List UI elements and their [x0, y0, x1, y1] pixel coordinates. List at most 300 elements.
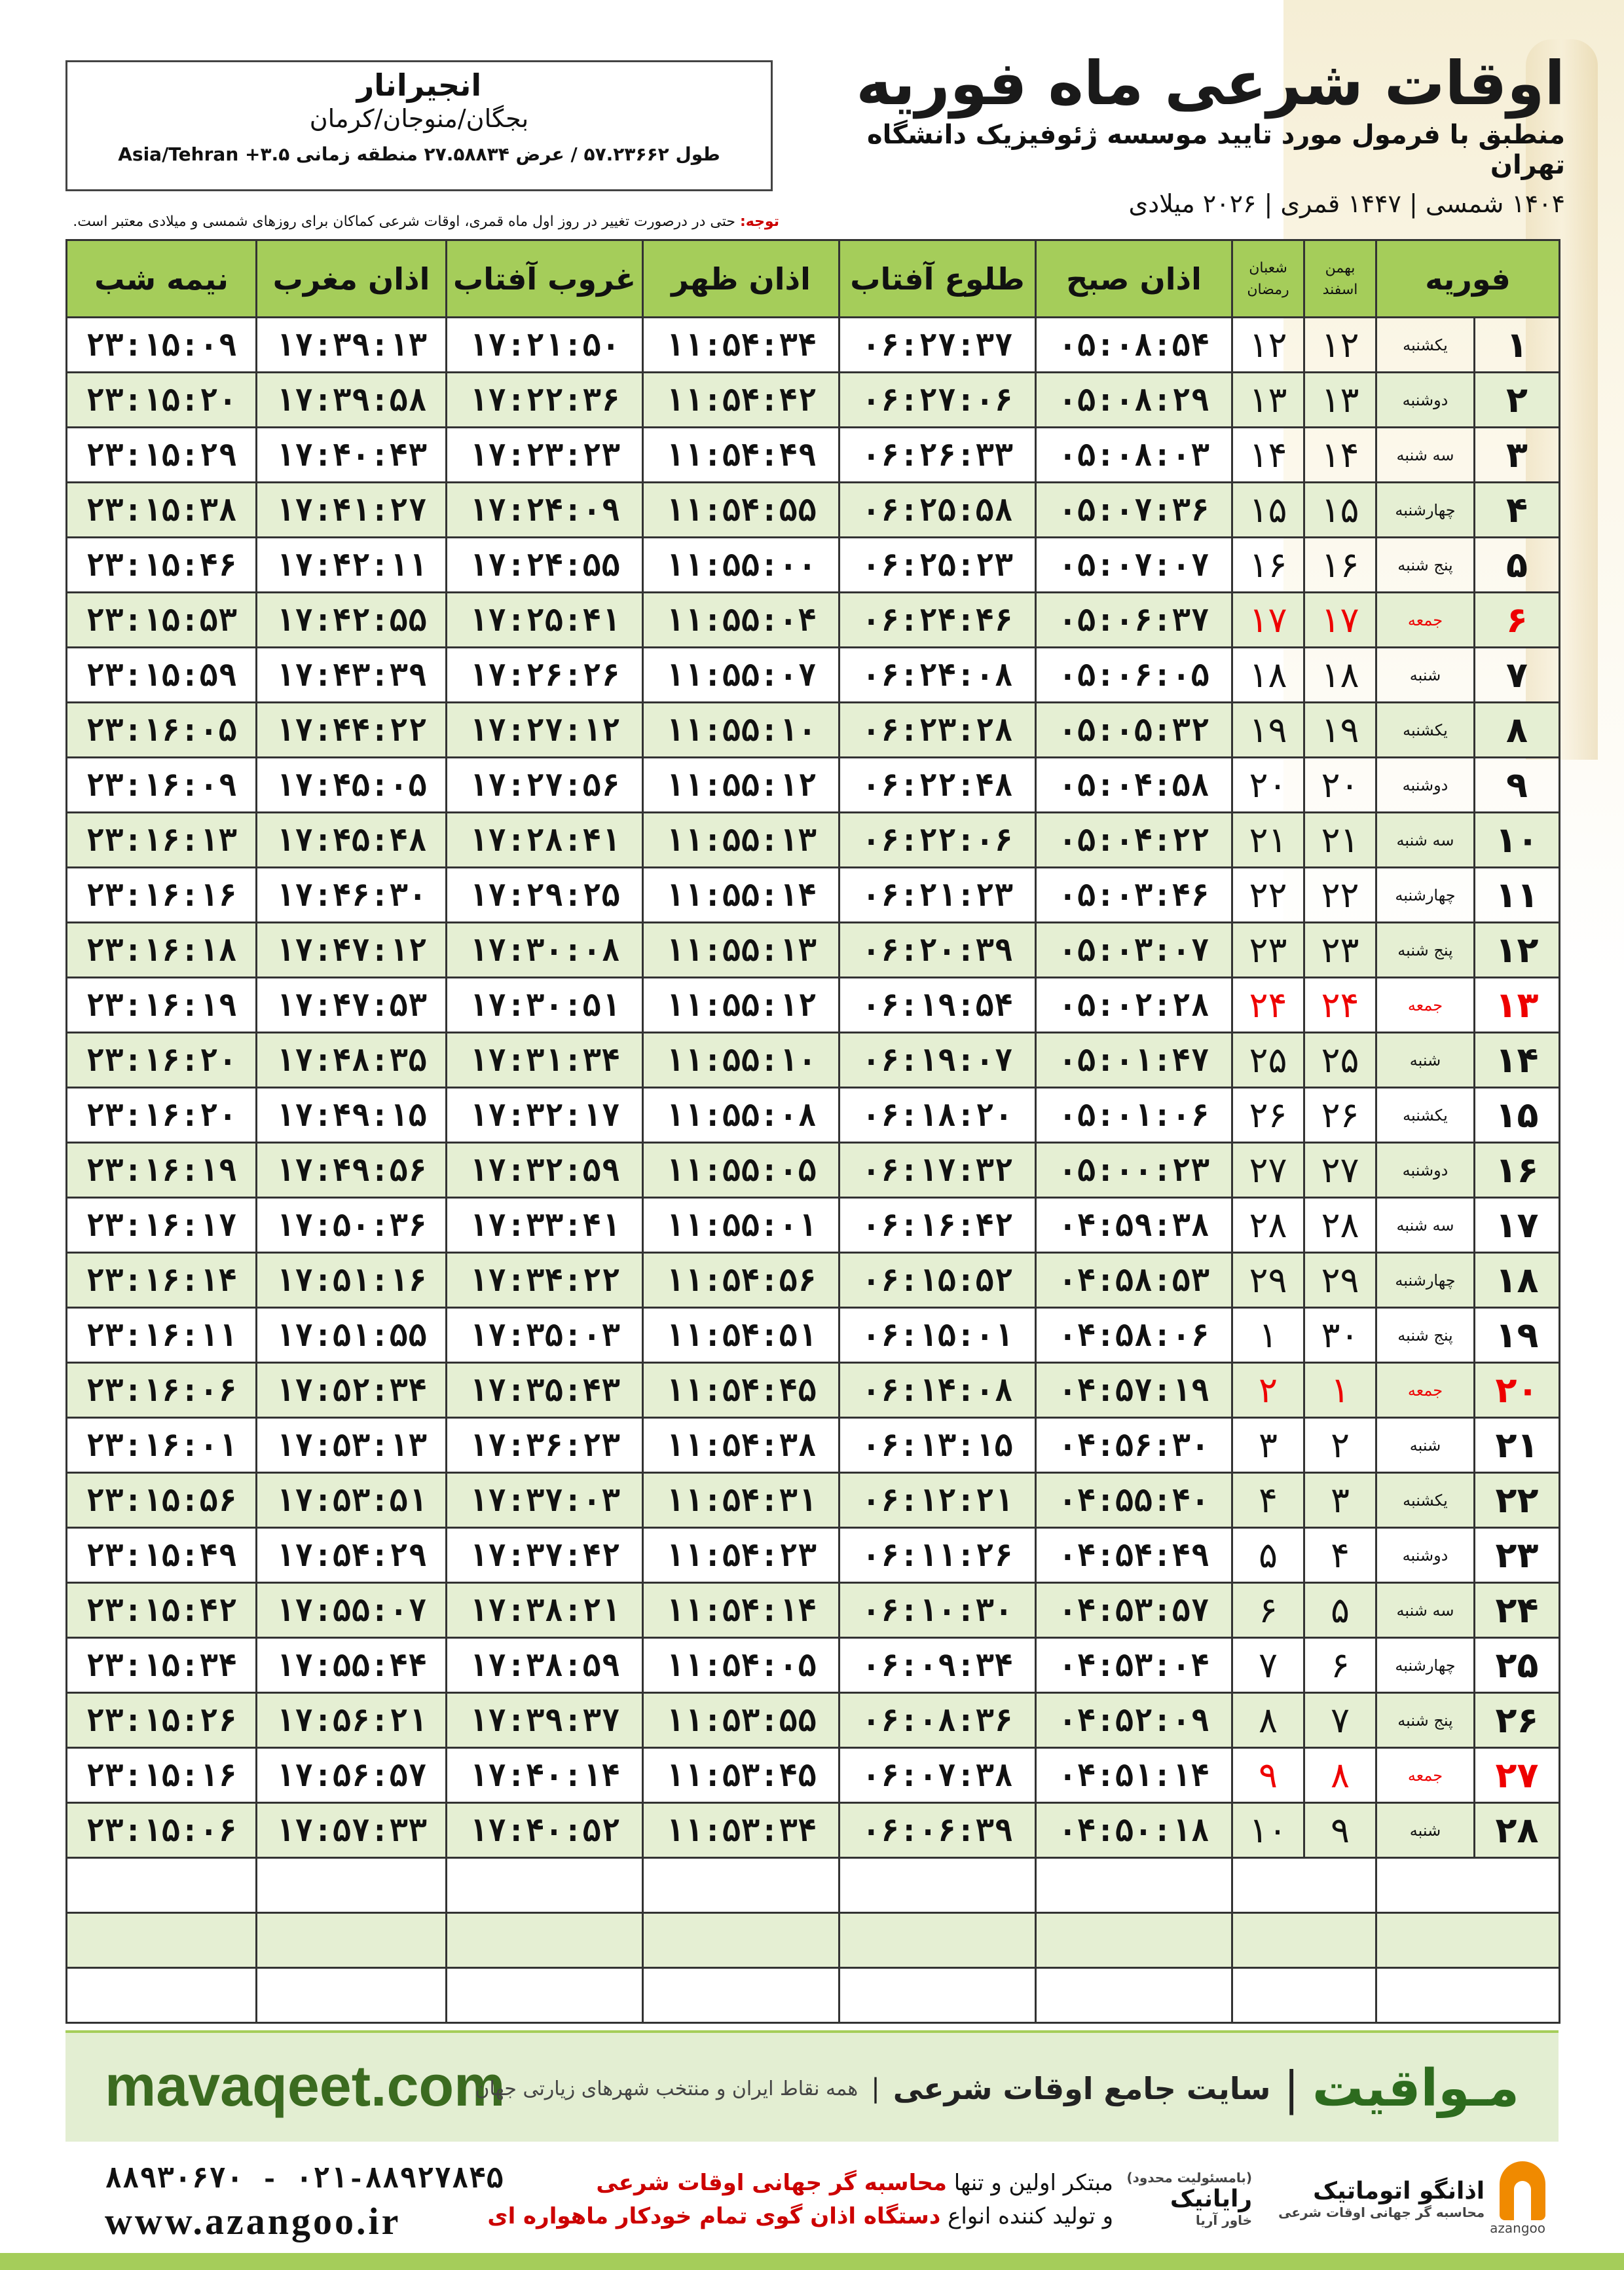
midnight-time: ۲۳:۱۶:۱۱ — [67, 1308, 257, 1363]
midnight-time: ۲۳:۱۶:۱۹ — [67, 978, 257, 1033]
dhuhr-time: ۱۱:۵۳:۵۵ — [643, 1693, 840, 1748]
lunar-day: ۱۷ — [1232, 593, 1304, 648]
dhuhr-time: ۱۱:۵۵:۱۳ — [643, 923, 840, 978]
sunrise-time: ۰۶:۲۲:۰۶ — [840, 813, 1036, 868]
day-number: ۹ — [1475, 758, 1560, 813]
table-row — [67, 1693, 1560, 1748]
rayanik-text — [1126, 2170, 1252, 2228]
header-sunset: غروب آفتاب — [447, 240, 643, 318]
fajr-time: ۰۴:۵۹:۳۸ — [1036, 1198, 1232, 1253]
fajr-time: ۰۴:۵۱:۱۴ — [1036, 1748, 1232, 1803]
table-row — [67, 1033, 1560, 1088]
table-row — [67, 428, 1560, 483]
rayanik-small: (بامسئولیت محدود) — [1126, 2169, 1253, 2186]
empty-cell — [1036, 1968, 1232, 2023]
empty-cell — [1232, 1913, 1376, 1968]
day-number: ۸ — [1475, 703, 1560, 758]
day-number: ۱۰ — [1475, 813, 1560, 868]
sunrise-time: ۰۶:۱۱:۲۶ — [840, 1528, 1036, 1583]
sunset-time: ۱۷:۲۴:۰۹ — [447, 483, 643, 538]
sunrise-time: ۰۶:۱۹:۵۴ — [840, 978, 1036, 1033]
persian-day: ۲۸ — [1304, 1198, 1376, 1253]
sunset-time: ۱۷:۲۴:۵۵ — [447, 538, 643, 593]
empty-cell — [1036, 1858, 1232, 1913]
persian-day: ۱۹ — [1304, 703, 1376, 758]
brand-tagline-2: همه نقاط ایران و منتخب شهرهای زیارتی جهان — [475, 2077, 858, 2100]
day-number: ۱۴ — [1475, 1033, 1560, 1088]
fajr-time: ۰۵:۰۳:۴۶ — [1036, 868, 1232, 923]
azangoo-logo — [1278, 2161, 1545, 2236]
maghrib-time: ۱۷:۵۱:۵۵ — [257, 1308, 447, 1363]
persian-day: ۶ — [1304, 1638, 1376, 1693]
maghrib-time: ۱۷:۵۳:۱۳ — [257, 1418, 447, 1473]
rayanik-sub: خاور آریا — [1195, 2212, 1253, 2228]
midnight-time: ۲۳:۱۶:۱۴ — [67, 1253, 257, 1308]
promo-line-2-highlight: دستگاه اذان گوی تمام خودکار ماهواره ای — [487, 2203, 941, 2229]
weekday: جمعه — [1376, 1363, 1475, 1418]
day-number: ۱ — [1475, 318, 1560, 373]
sunrise-time: ۰۶:۰۷:۳۸ — [840, 1748, 1036, 1803]
brand-block — [475, 2059, 1519, 2118]
azangoo-brand: azangoo — [1490, 2220, 1545, 2236]
day-number: ۲۲ — [1475, 1473, 1560, 1528]
dhuhr-time: ۱۱:۵۴:۰۵ — [643, 1638, 840, 1693]
fajr-time: ۰۵:۰۶:۰۵ — [1036, 648, 1232, 703]
weekday: یکشنبه — [1376, 1473, 1475, 1528]
maghrib-time: ۱۷:۵۵:۴۴ — [257, 1638, 447, 1693]
midnight-time: ۲۳:۱۶:۰۶ — [67, 1363, 257, 1418]
prayer-times-table — [65, 239, 1559, 2024]
persian-day: ۲۶ — [1304, 1088, 1376, 1143]
maghrib-time: ۱۷:۵۷:۳۳ — [257, 1803, 447, 1858]
note-label: توجه: — [739, 214, 779, 230]
weekday: چهارشنبه — [1376, 1253, 1475, 1308]
header-dhuhr: اذان ظهر — [643, 240, 840, 318]
azangoo-sub: محاسبه گر جهانی اوقات شرعی — [1278, 2204, 1485, 2220]
day-number: ۴ — [1475, 483, 1560, 538]
midnight-time: ۲۳:۱۵:۵۹ — [67, 648, 257, 703]
weekday: جمعه — [1376, 978, 1475, 1033]
persian-day: ۲۷ — [1304, 1143, 1376, 1198]
midnight-time: ۲۳:۱۶:۲۰ — [67, 1088, 257, 1143]
dhuhr-time: ۱۱:۵۵:۰۰ — [643, 538, 840, 593]
persian-day: ۲۹ — [1304, 1253, 1376, 1308]
dhuhr-time: ۱۱:۵۵:۰۸ — [643, 1088, 840, 1143]
azangoo-logo-icon — [1490, 2161, 1545, 2236]
sunset-time: ۱۷:۳۰:۵۱ — [447, 978, 643, 1033]
dhuhr-time: ۱۱:۵۴:۴۹ — [643, 428, 840, 483]
maghrib-time: ۱۷:۴۵:۰۵ — [257, 758, 447, 813]
weekday: شنبه — [1376, 648, 1475, 703]
persian-day: ۱۵ — [1304, 483, 1376, 538]
location-box — [65, 60, 773, 191]
weekday: چهارشنبه — [1376, 868, 1475, 923]
promo-text — [471, 2167, 1113, 2233]
sunset-time: ۱۷:۳۹:۳۷ — [447, 1693, 643, 1748]
table-row — [67, 1418, 1560, 1473]
sunrise-time: ۰۶:۱۸:۲۰ — [840, 1088, 1036, 1143]
site-url[interactable]: mavaqeet.com — [105, 2053, 506, 2118]
weekday: دوشنبه — [1376, 1143, 1475, 1198]
promo-line-1 — [471, 2167, 1113, 2200]
header-persian-top: بهمن — [1325, 259, 1356, 276]
fajr-time: ۰۴:۵۸:۰۶ — [1036, 1308, 1232, 1363]
table-row — [67, 1803, 1560, 1858]
midnight-time: ۲۳:۱۵:۰۹ — [67, 318, 257, 373]
day-number: ۱۹ — [1475, 1308, 1560, 1363]
weekday: چهارشنبه — [1376, 1638, 1475, 1693]
sunrise-time: ۰۶:۱۹:۰۷ — [840, 1033, 1036, 1088]
sunrise-time: ۰۶:۲۰:۳۹ — [840, 923, 1036, 978]
weekday: پنج شنبه — [1376, 538, 1475, 593]
maghrib-time: ۱۷:۴۰:۴۳ — [257, 428, 447, 483]
table-row — [67, 593, 1560, 648]
persian-day: ۲۰ — [1304, 758, 1376, 813]
empty-cell — [643, 1858, 840, 1913]
sunset-time: ۱۷:۲۹:۲۵ — [447, 868, 643, 923]
sunset-time: ۱۷:۴۰:۵۲ — [447, 1803, 643, 1858]
brand-tagline: سایت جامع اوقات شرعی — [893, 2071, 1271, 2106]
table-row — [67, 373, 1560, 428]
maghrib-time: ۱۷:۴۳:۳۹ — [257, 648, 447, 703]
brand-separator: | — [1283, 2062, 1299, 2115]
day-number: ۲ — [1475, 373, 1560, 428]
day-number: ۵ — [1475, 538, 1560, 593]
lunar-day: ۷ — [1232, 1638, 1304, 1693]
maghrib-time: ۱۷:۴۴:۲۲ — [257, 703, 447, 758]
midnight-time: ۲۳:۱۶:۰۹ — [67, 758, 257, 813]
lunar-day: ۵ — [1232, 1528, 1304, 1583]
weekday: جمعه — [1376, 593, 1475, 648]
day-number: ۳ — [1475, 428, 1560, 483]
maghrib-time: ۱۷:۴۱:۲۷ — [257, 483, 447, 538]
header-lunar-top: شعبان — [1249, 259, 1287, 276]
dhuhr-time: ۱۱:۵۵:۱۰ — [643, 703, 840, 758]
table-row — [67, 978, 1560, 1033]
sunrise-time: ۰۶:۱۰:۳۰ — [840, 1583, 1036, 1638]
persian-day: ۳ — [1304, 1473, 1376, 1528]
date-line: ۱۴۰۴ شمسی | ۱۴۴۷ قمری | ۲۰۲۶ میلادی — [1128, 189, 1565, 218]
lunar-day: ۶ — [1232, 1583, 1304, 1638]
weekday: پنج شنبه — [1376, 1693, 1475, 1748]
dhuhr-time: ۱۱:۵۵:۱۰ — [643, 1033, 840, 1088]
sunrise-time: ۰۶:۰۶:۳۹ — [840, 1803, 1036, 1858]
sunset-time: ۱۷:۳۷:۴۲ — [447, 1528, 643, 1583]
empty-row — [67, 1968, 1560, 2023]
table-row — [67, 703, 1560, 758]
sunset-time: ۱۷:۳۵:۰۳ — [447, 1308, 643, 1363]
midnight-time: ۲۳:۱۵:۲۶ — [67, 1693, 257, 1748]
empty-cell — [643, 1968, 840, 2023]
weekday: یکشنبه — [1376, 318, 1475, 373]
fajr-time: ۰۵:۰۷:۳۶ — [1036, 483, 1232, 538]
lunar-day: ۲۵ — [1232, 1033, 1304, 1088]
empty-cell — [257, 1858, 447, 1913]
lunar-day: ۲۶ — [1232, 1088, 1304, 1143]
midnight-time: ۲۳:۱۶:۱۷ — [67, 1198, 257, 1253]
fajr-time: ۰۵:۰۸:۵۴ — [1036, 318, 1232, 373]
persian-day: ۲۲ — [1304, 868, 1376, 923]
fajr-time: ۰۴:۵۳:۵۷ — [1036, 1583, 1232, 1638]
header-midnight: نیمه شب — [67, 240, 257, 318]
table-header-row — [67, 240, 1560, 318]
header-month: فوریه — [1376, 240, 1560, 318]
table-row — [67, 1198, 1560, 1253]
maghrib-time: ۱۷:۵۱:۱۶ — [257, 1253, 447, 1308]
bottom-bar — [0, 2253, 1624, 2270]
lunar-day: ۱۰ — [1232, 1803, 1304, 1858]
lunar-day: ۱۲ — [1232, 318, 1304, 373]
fajr-time: ۰۴:۵۳:۰۴ — [1036, 1638, 1232, 1693]
maghrib-time: ۱۷:۵۰:۳۶ — [257, 1198, 447, 1253]
table-row — [67, 1638, 1560, 1693]
lunar-day: ۲۹ — [1232, 1253, 1304, 1308]
empty-cell — [1232, 1858, 1376, 1913]
dhuhr-time: ۱۱:۵۵:۰۴ — [643, 593, 840, 648]
dhuhr-time: ۱۱:۵۵:۰۵ — [643, 1143, 840, 1198]
sunrise-time: ۰۶:۱۲:۲۱ — [840, 1473, 1036, 1528]
persian-day: ۲۵ — [1304, 1033, 1376, 1088]
table-row — [67, 1143, 1560, 1198]
fajr-time: ۰۵:۰۱:۴۷ — [1036, 1033, 1232, 1088]
sunrise-time: ۰۶:۲۶:۳۳ — [840, 428, 1036, 483]
fajr-time: ۰۴:۵۸:۵۳ — [1036, 1253, 1232, 1308]
sunset-time: ۱۷:۳۱:۳۴ — [447, 1033, 643, 1088]
table-row — [67, 318, 1560, 373]
sunrise-time: ۰۶:۱۵:۵۲ — [840, 1253, 1036, 1308]
dhuhr-time: ۱۱:۵۳:۳۴ — [643, 1803, 840, 1858]
maghrib-time: ۱۷:۴۲:۱۱ — [257, 538, 447, 593]
fajr-time: ۰۵:۰۴:۵۸ — [1036, 758, 1232, 813]
lunar-day: ۲۱ — [1232, 813, 1304, 868]
sunset-time: ۱۷:۳۲:۱۷ — [447, 1088, 643, 1143]
promo-line-1-highlight: محاسبه گر جهانی اوقات شرعی — [596, 2170, 947, 2196]
city-name: انجیرانار — [356, 67, 482, 103]
empty-row — [67, 1858, 1560, 1913]
lunar-day: ۱۵ — [1232, 483, 1304, 538]
header-lunar — [1232, 240, 1304, 318]
weekday: شنبه — [1376, 1803, 1475, 1858]
maghrib-time: ۱۷:۴۵:۴۸ — [257, 813, 447, 868]
day-number: ۱۳ — [1475, 978, 1560, 1033]
table-body — [67, 318, 1560, 2023]
dhuhr-time: ۱۱:۵۴:۳۱ — [643, 1473, 840, 1528]
header-maghrib: اذان مغرب — [257, 240, 447, 318]
lunar-day: ۲۰ — [1232, 758, 1304, 813]
sunset-time: ۱۷:۳۰:۰۸ — [447, 923, 643, 978]
day-number: ۲۳ — [1475, 1528, 1560, 1583]
fajr-time: ۰۵:۰۶:۳۷ — [1036, 593, 1232, 648]
sunset-time: ۱۷:۲۷:۱۲ — [447, 703, 643, 758]
sunset-time: ۱۷:۳۵:۴۳ — [447, 1363, 643, 1418]
sunrise-time: ۰۶:۲۴:۴۶ — [840, 593, 1036, 648]
dhuhr-time: ۱۱:۵۴:۳۴ — [643, 318, 840, 373]
lunar-day: ۹ — [1232, 1748, 1304, 1803]
fajr-time: ۰۵:۰۰:۲۳ — [1036, 1143, 1232, 1198]
fajr-time: ۰۴:۵۷:۱۹ — [1036, 1363, 1232, 1418]
table-row — [67, 648, 1560, 703]
minaret-icon — [1500, 2161, 1545, 2220]
midnight-time: ۲۳:۱۵:۴۹ — [67, 1528, 257, 1583]
rayanik-logo — [1126, 2170, 1252, 2228]
footer-banner — [65, 2030, 1559, 2142]
lunar-day: ۲ — [1232, 1363, 1304, 1418]
lunar-day: ۱۳ — [1232, 373, 1304, 428]
table-row — [67, 483, 1560, 538]
maghrib-time: ۱۷:۴۶:۳۰ — [257, 868, 447, 923]
table-row — [67, 1583, 1560, 1638]
day-number: ۱۸ — [1475, 1253, 1560, 1308]
rayanik-name: رایانیک — [1170, 2185, 1253, 2212]
sunset-time: ۱۷:۳۸:۵۹ — [447, 1638, 643, 1693]
fajr-time: ۰۵:۰۴:۲۲ — [1036, 813, 1232, 868]
midnight-time: ۲۳:۱۵:۵۳ — [67, 593, 257, 648]
lunar-day: ۱۶ — [1232, 538, 1304, 593]
lunar-day: ۱ — [1232, 1308, 1304, 1363]
table-row — [67, 1253, 1560, 1308]
page-title: اوقات شرعی ماه فوریه — [856, 48, 1565, 119]
table-row — [67, 758, 1560, 813]
midnight-time: ۲۳:۱۵:۳۴ — [67, 1638, 257, 1693]
dhuhr-time: ۱۱:۵۴:۲۳ — [643, 1528, 840, 1583]
weekday: دوشنبه — [1376, 758, 1475, 813]
header-fajr: اذان صبح — [1036, 240, 1232, 318]
sunset-time: ۱۷:۳۴:۲۲ — [447, 1253, 643, 1308]
sunset-time: ۱۷:۳۸:۲۱ — [447, 1583, 643, 1638]
midnight-time: ۲۳:۱۶:۰۱ — [67, 1418, 257, 1473]
weekday: دوشنبه — [1376, 373, 1475, 428]
maghrib-time: ۱۷:۳۹:۱۳ — [257, 318, 447, 373]
empty-cell — [840, 1858, 1036, 1913]
empty-cell — [1036, 1913, 1232, 1968]
sunset-time: ۱۷:۳۲:۵۹ — [447, 1143, 643, 1198]
persian-day: ۲۳ — [1304, 923, 1376, 978]
empty-cell — [67, 1858, 257, 1913]
sunrise-time: ۰۶:۲۱:۲۳ — [840, 868, 1036, 923]
table-row — [67, 1748, 1560, 1803]
table-row — [67, 923, 1560, 978]
fajr-time: ۰۵:۰۸:۰۳ — [1036, 428, 1232, 483]
table-row — [67, 538, 1560, 593]
maghrib-time: ۱۷:۵۳:۵۱ — [257, 1473, 447, 1528]
lunar-day: ۲۲ — [1232, 868, 1304, 923]
dhuhr-time: ۱۱:۵۴:۵۶ — [643, 1253, 840, 1308]
sunrise-time: ۰۶:۲۵:۲۳ — [840, 538, 1036, 593]
midnight-time: ۲۳:۱۵:۴۶ — [67, 538, 257, 593]
sunset-time: ۱۷:۳۳:۴۱ — [447, 1198, 643, 1253]
day-number: ۲۵ — [1475, 1638, 1560, 1693]
sunrise-time: ۰۶:۱۵:۰۱ — [840, 1308, 1036, 1363]
sunset-time: ۱۷:۲۵:۴۱ — [447, 593, 643, 648]
persian-day: ۱۲ — [1304, 318, 1376, 373]
persian-day: ۴ — [1304, 1528, 1376, 1583]
midnight-time: ۲۳:۱۶:۱۹ — [67, 1143, 257, 1198]
day-number: ۱۷ — [1475, 1198, 1560, 1253]
day-number: ۱۱ — [1475, 868, 1560, 923]
lunar-day: ۴ — [1232, 1473, 1304, 1528]
fajr-time: ۰۵:۰۲:۲۸ — [1036, 978, 1232, 1033]
empty-cell — [447, 1858, 643, 1913]
maghrib-time: ۱۷:۵۲:۳۴ — [257, 1363, 447, 1418]
sunrise-time: ۰۶:۱۶:۴۲ — [840, 1198, 1036, 1253]
persian-day: ۲۱ — [1304, 813, 1376, 868]
weekday: شنبه — [1376, 1033, 1475, 1088]
sunrise-time: ۰۶:۱۷:۳۲ — [840, 1143, 1036, 1198]
sunset-time: ۱۷:۲۸:۴۱ — [447, 813, 643, 868]
sunset-time: ۱۷:۲۷:۵۶ — [447, 758, 643, 813]
website-link[interactable]: www.azangoo.ir — [105, 2200, 401, 2242]
persian-day: ۹ — [1304, 1803, 1376, 1858]
header-lunar-bottom: رمضان — [1247, 281, 1289, 298]
midnight-time: ۲۳:۱۵:۵۶ — [67, 1473, 257, 1528]
day-number: ۷ — [1475, 648, 1560, 703]
table-row — [67, 1473, 1560, 1528]
weekday: یکشنبه — [1376, 703, 1475, 758]
fajr-time: ۰۵:۰۸:۲۹ — [1036, 373, 1232, 428]
persian-day: ۱۶ — [1304, 538, 1376, 593]
midnight-time: ۲۳:۱۵:۳۸ — [67, 483, 257, 538]
midnight-time: ۲۳:۱۶:۱۶ — [67, 868, 257, 923]
sunrise-time: ۰۶:۲۷:۰۶ — [840, 373, 1036, 428]
midnight-time: ۲۳:۱۶:۱۳ — [67, 813, 257, 868]
sunrise-time: ۰۶:۱۳:۱۵ — [840, 1418, 1036, 1473]
maghrib-time: ۱۷:۴۷:۵۳ — [257, 978, 447, 1033]
fajr-time: ۰۴:۵۴:۴۹ — [1036, 1528, 1232, 1583]
weekday: یکشنبه — [1376, 1088, 1475, 1143]
empty-cell — [447, 1968, 643, 2023]
maghrib-time: ۱۷:۴۲:۵۵ — [257, 593, 447, 648]
sunset-time: ۱۷:۴۰:۱۴ — [447, 1748, 643, 1803]
azangoo-name: اذانگو اتوماتیک — [1313, 2177, 1485, 2205]
lunar-day: ۳ — [1232, 1418, 1304, 1473]
day-number: ۱۵ — [1475, 1088, 1560, 1143]
fajr-time: ۰۵:۰۵:۳۲ — [1036, 703, 1232, 758]
weekday: سه شنبه — [1376, 428, 1475, 483]
empty-cell — [840, 1913, 1036, 1968]
table-row — [67, 1528, 1560, 1583]
dhuhr-time: ۱۱:۵۵:۱۴ — [643, 868, 840, 923]
persian-day: ۱۸ — [1304, 648, 1376, 703]
brand-separator-2: | — [871, 2074, 880, 2104]
sunrise-time: ۰۶:۲۴:۰۸ — [840, 648, 1036, 703]
brand-name: مـواقیت — [1312, 2059, 1519, 2118]
weekday: سه شنبه — [1376, 1198, 1475, 1253]
dhuhr-time: ۱۱:۵۵:۰۱ — [643, 1198, 840, 1253]
lunar-day: ۸ — [1232, 1693, 1304, 1748]
fajr-time: ۰۴:۵۶:۳۰ — [1036, 1418, 1232, 1473]
lunar-day: ۲۸ — [1232, 1198, 1304, 1253]
day-number: ۲۱ — [1475, 1418, 1560, 1473]
sunrise-time: ۰۶:۱۴:۰۸ — [840, 1363, 1036, 1418]
persian-day: ۸ — [1304, 1748, 1376, 1803]
note — [65, 214, 779, 230]
fajr-time: ۰۴:۵۲:۰۹ — [1036, 1693, 1232, 1748]
persian-day: ۲ — [1304, 1418, 1376, 1473]
empty-cell — [840, 1968, 1036, 2023]
lunar-day: ۱۹ — [1232, 703, 1304, 758]
persian-day: ۳۰ — [1304, 1308, 1376, 1363]
empty-cell — [1232, 1968, 1376, 2023]
bottom-section — [65, 2155, 1559, 2246]
midnight-time: ۲۳:۱۶:۰۵ — [67, 703, 257, 758]
day-number: ۲۶ — [1475, 1693, 1560, 1748]
azangoo-text — [1278, 2178, 1485, 2220]
midnight-time: ۲۳:۱۵:۲۹ — [67, 428, 257, 483]
empty-row — [67, 1913, 1560, 1968]
day-number: ۱۲ — [1475, 923, 1560, 978]
fajr-time: ۰۴:۵۰:۱۸ — [1036, 1803, 1232, 1858]
day-number: ۱۶ — [1475, 1143, 1560, 1198]
